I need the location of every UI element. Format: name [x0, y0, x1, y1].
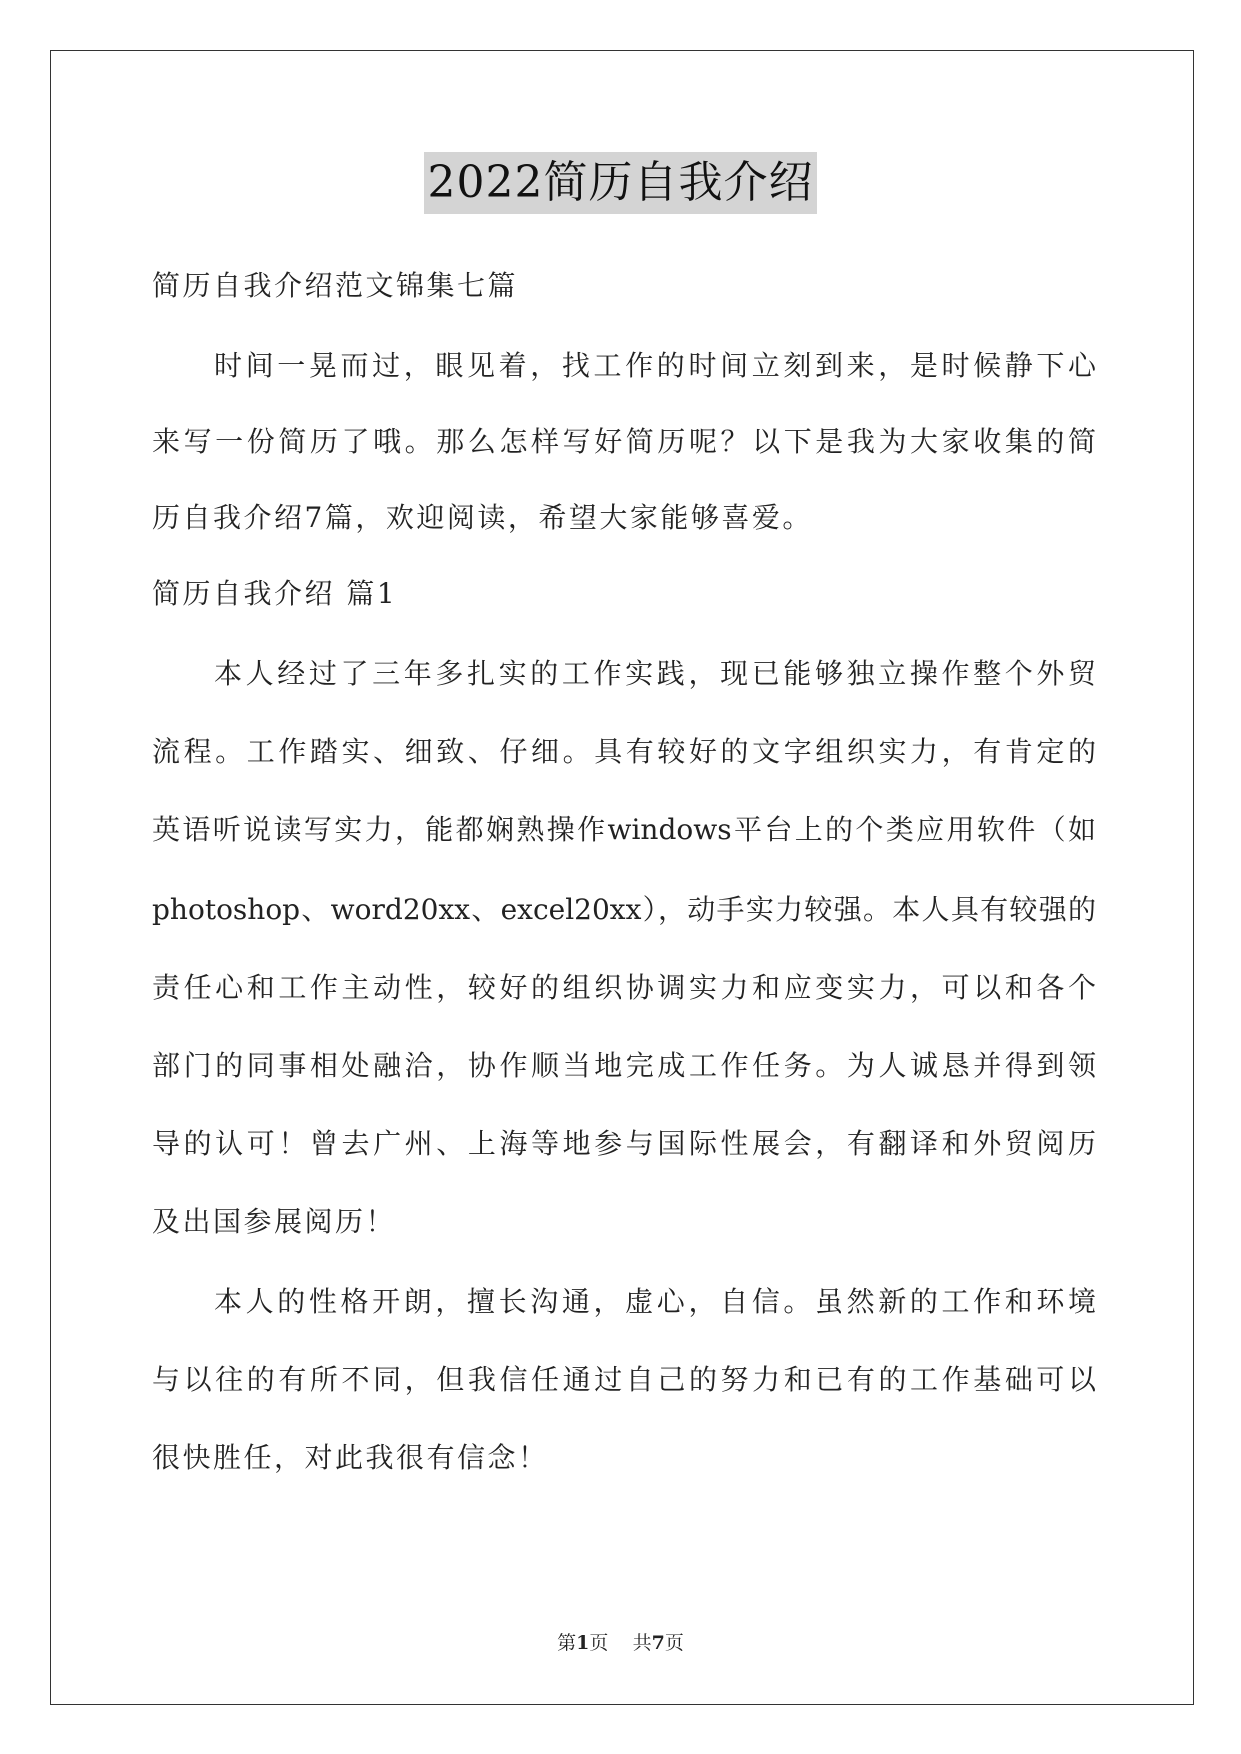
paragraph1-line-2: 流程。工作踏实、细致、仔细。具有较好的文字组织实力，有肯定的: [152, 735, 1096, 768]
page-footer: [0, 1630, 1241, 1656]
paragraph1-line-8: 及出国参展阅历！: [152, 1205, 397, 1238]
intro-line-1: 时间一晃而过，眼见着，找工作的时间立刻到来，是时候静下心: [214, 349, 1096, 382]
intro-line-3: 历自我介绍7篇，欢迎阅读，希望大家能够喜爱。: [152, 501, 813, 534]
subtitle: 简历自我介绍范文锦集七篇: [152, 269, 519, 302]
paragraph1-line-7: 导的认可！曾去广州、上海等地参与国际性展会，有翻译和外贸阅历: [152, 1127, 1096, 1160]
page-suffix: 页: [589, 1632, 609, 1654]
paragraph2-line-2: 与以往的有所不同，但我信任通过自己的努力和已有的工作基础可以: [152, 1363, 1096, 1396]
paragraph1-line-4: photoshop、word20xx、excel20xx），动手实力较强。本人具有较强的: [152, 893, 1096, 926]
section-heading: 简历自我介绍 篇1: [152, 577, 398, 610]
paragraph1-line-6: 部门的同事相处融洽，协作顺当地完成工作任务。为人诚恳并得到领: [152, 1049, 1096, 1082]
title-container: [0, 152, 1241, 214]
paragraph1-line-1: 本人经过了三年多扎实的工作实践，现已能够独立操作整个外贸: [214, 657, 1096, 690]
paragraph1-line-5: 责任心和工作主动性，较好的组织协调实力和应变实力，可以和各个: [152, 971, 1096, 1004]
intro-line-2: 来写一份简历了哦。那么怎样写好简历呢？以下是我为大家收集的简: [152, 425, 1096, 458]
paragraph2-line-1: 本人的性格开朗，擅长沟通，虚心，自信。虽然新的工作和环境: [214, 1285, 1096, 1318]
total-pages: 7: [651, 1632, 665, 1654]
page-prefix: 第: [557, 1632, 577, 1654]
paragraph1-line-3: 英语听说读写实力，能都娴熟操作windows平台上的个类应用软件（如: [152, 813, 1096, 846]
page-number: 1: [576, 1632, 590, 1654]
total-suffix: 页: [664, 1632, 684, 1654]
total-prefix: 共: [632, 1632, 652, 1654]
document-title: 2022简历自我介绍: [424, 152, 818, 214]
paragraph2-line-3: 很快胜任，对此我很有信念！: [152, 1441, 549, 1474]
